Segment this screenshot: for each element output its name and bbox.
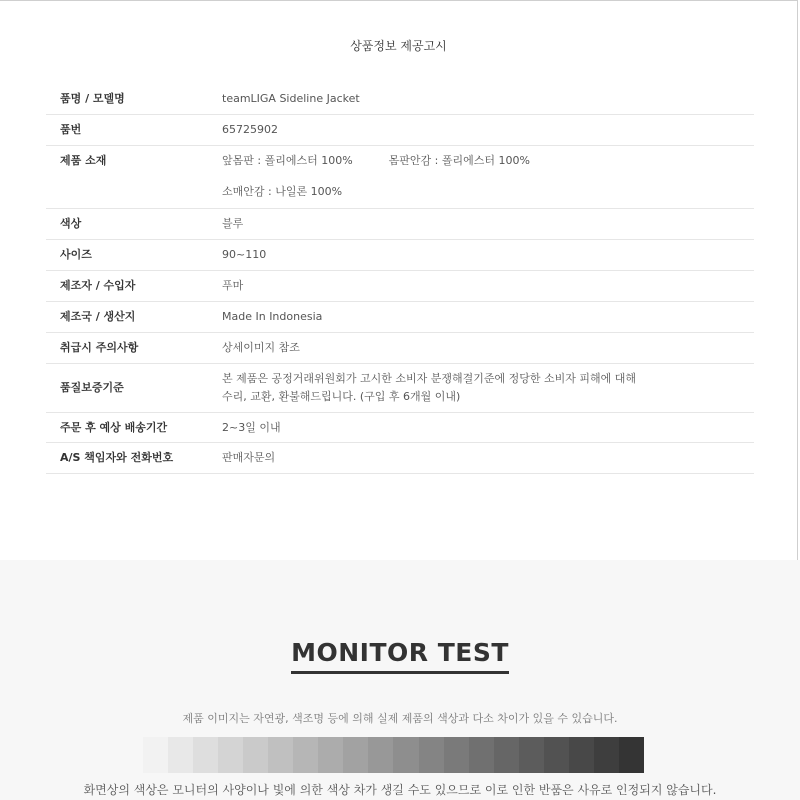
row-value: 상세이미지 참조: [222, 341, 300, 354]
row-label: 품질보증기준: [60, 381, 124, 394]
row-label: 주문 후 예상 배송기간: [60, 420, 168, 434]
gray-swatch: [393, 737, 418, 773]
row-value: [222, 370, 636, 406]
row-label: 색상: [60, 217, 82, 230]
row-label: 취급시 주의사항: [60, 341, 139, 354]
table-row: [46, 443, 754, 474]
row-label: 품명 / 모델명: [60, 92, 125, 105]
row-value: 소매안감 : 나일론 100%: [222, 185, 343, 198]
row-value: Made In Indonesia: [222, 310, 323, 323]
row-value-line: 본 제품은 공정거래위원회가 고시한 소비자 분쟁해결기준에 정당한 소비자 피해에 대해: [222, 372, 637, 385]
product-info-table: [46, 84, 754, 474]
row-value: 65725902: [222, 123, 278, 136]
gray-swatch: [293, 737, 318, 773]
gray-swatch: [619, 737, 644, 773]
row-value: 푸마: [222, 279, 244, 292]
table-row: [46, 271, 754, 302]
row-label: A/S 책임자와 전화번호: [60, 451, 174, 464]
row-value: 2~3일 이내: [222, 420, 281, 434]
table-row: [46, 209, 754, 240]
table-row: [46, 115, 754, 146]
row-label: 품번: [60, 123, 82, 136]
gray-swatch: [343, 737, 368, 773]
monitor-test-note: 화면상의 색상은 모니터의 사양이나 빛에 의한 색상 차가 생길 수도 있으므로 이로 인한 반품은 사유로 인정되지 않습니다.: [83, 783, 717, 797]
table-row: [46, 302, 754, 333]
row-label: 제조자 / 수입자: [60, 279, 136, 292]
gray-swatch: [594, 737, 619, 773]
table-row: [46, 364, 754, 413]
table-row: [46, 240, 754, 271]
row-value-part: 몸판안감 : 폴리에스터 100%: [388, 154, 530, 167]
row-value: teamLIGA Sideline Jacket: [222, 92, 360, 105]
gray-swatch: [168, 737, 193, 773]
gray-swatch: [268, 737, 293, 773]
row-label: 사이즈: [60, 248, 92, 261]
monitor-test-title: MONITOR TEST: [291, 638, 509, 674]
row-value-part: 앞몸판 : 폴리에스터 100%: [222, 154, 353, 167]
gray-swatch: [519, 737, 544, 773]
section-title: 상품정보 제공고시: [350, 39, 447, 53]
gray-swatch: [368, 737, 393, 773]
table-row: [46, 333, 754, 364]
gray-swatch: [419, 737, 444, 773]
row-label: 제품 소재: [60, 154, 107, 167]
gray-swatch: [193, 737, 218, 773]
row-label: 제조국 / 생산지: [60, 310, 136, 323]
gray-scale-strip: [143, 737, 644, 773]
gray-swatch: [494, 737, 519, 773]
row-value: [222, 152, 530, 170]
row-value: 90~110: [222, 248, 267, 261]
gray-swatch: [318, 737, 343, 773]
gray-swatch: [444, 737, 469, 773]
gray-swatch: [569, 737, 594, 773]
gray-swatch: [143, 737, 168, 773]
row-value: 판매자문의: [222, 451, 276, 464]
monitor-test-heading: [0, 638, 800, 674]
table-row: [46, 176, 754, 209]
gray-swatch: [469, 737, 494, 773]
row-value-line: 수리, 교환, 환불해드립니다. (구입 후 6개월 이내): [222, 390, 461, 403]
table-row: [46, 413, 754, 443]
gray-swatch: [218, 737, 243, 773]
monitor-test-description: 제품 이미지는 자연광, 색조명 등에 의해 실제 제품의 색상과 다소 차이가 있을 수 있습니다.: [182, 712, 618, 725]
row-value: 블루: [222, 217, 244, 230]
gray-swatch: [243, 737, 268, 773]
table-row: [46, 84, 754, 115]
table-row: [46, 146, 754, 176]
gray-swatch: [544, 737, 569, 773]
